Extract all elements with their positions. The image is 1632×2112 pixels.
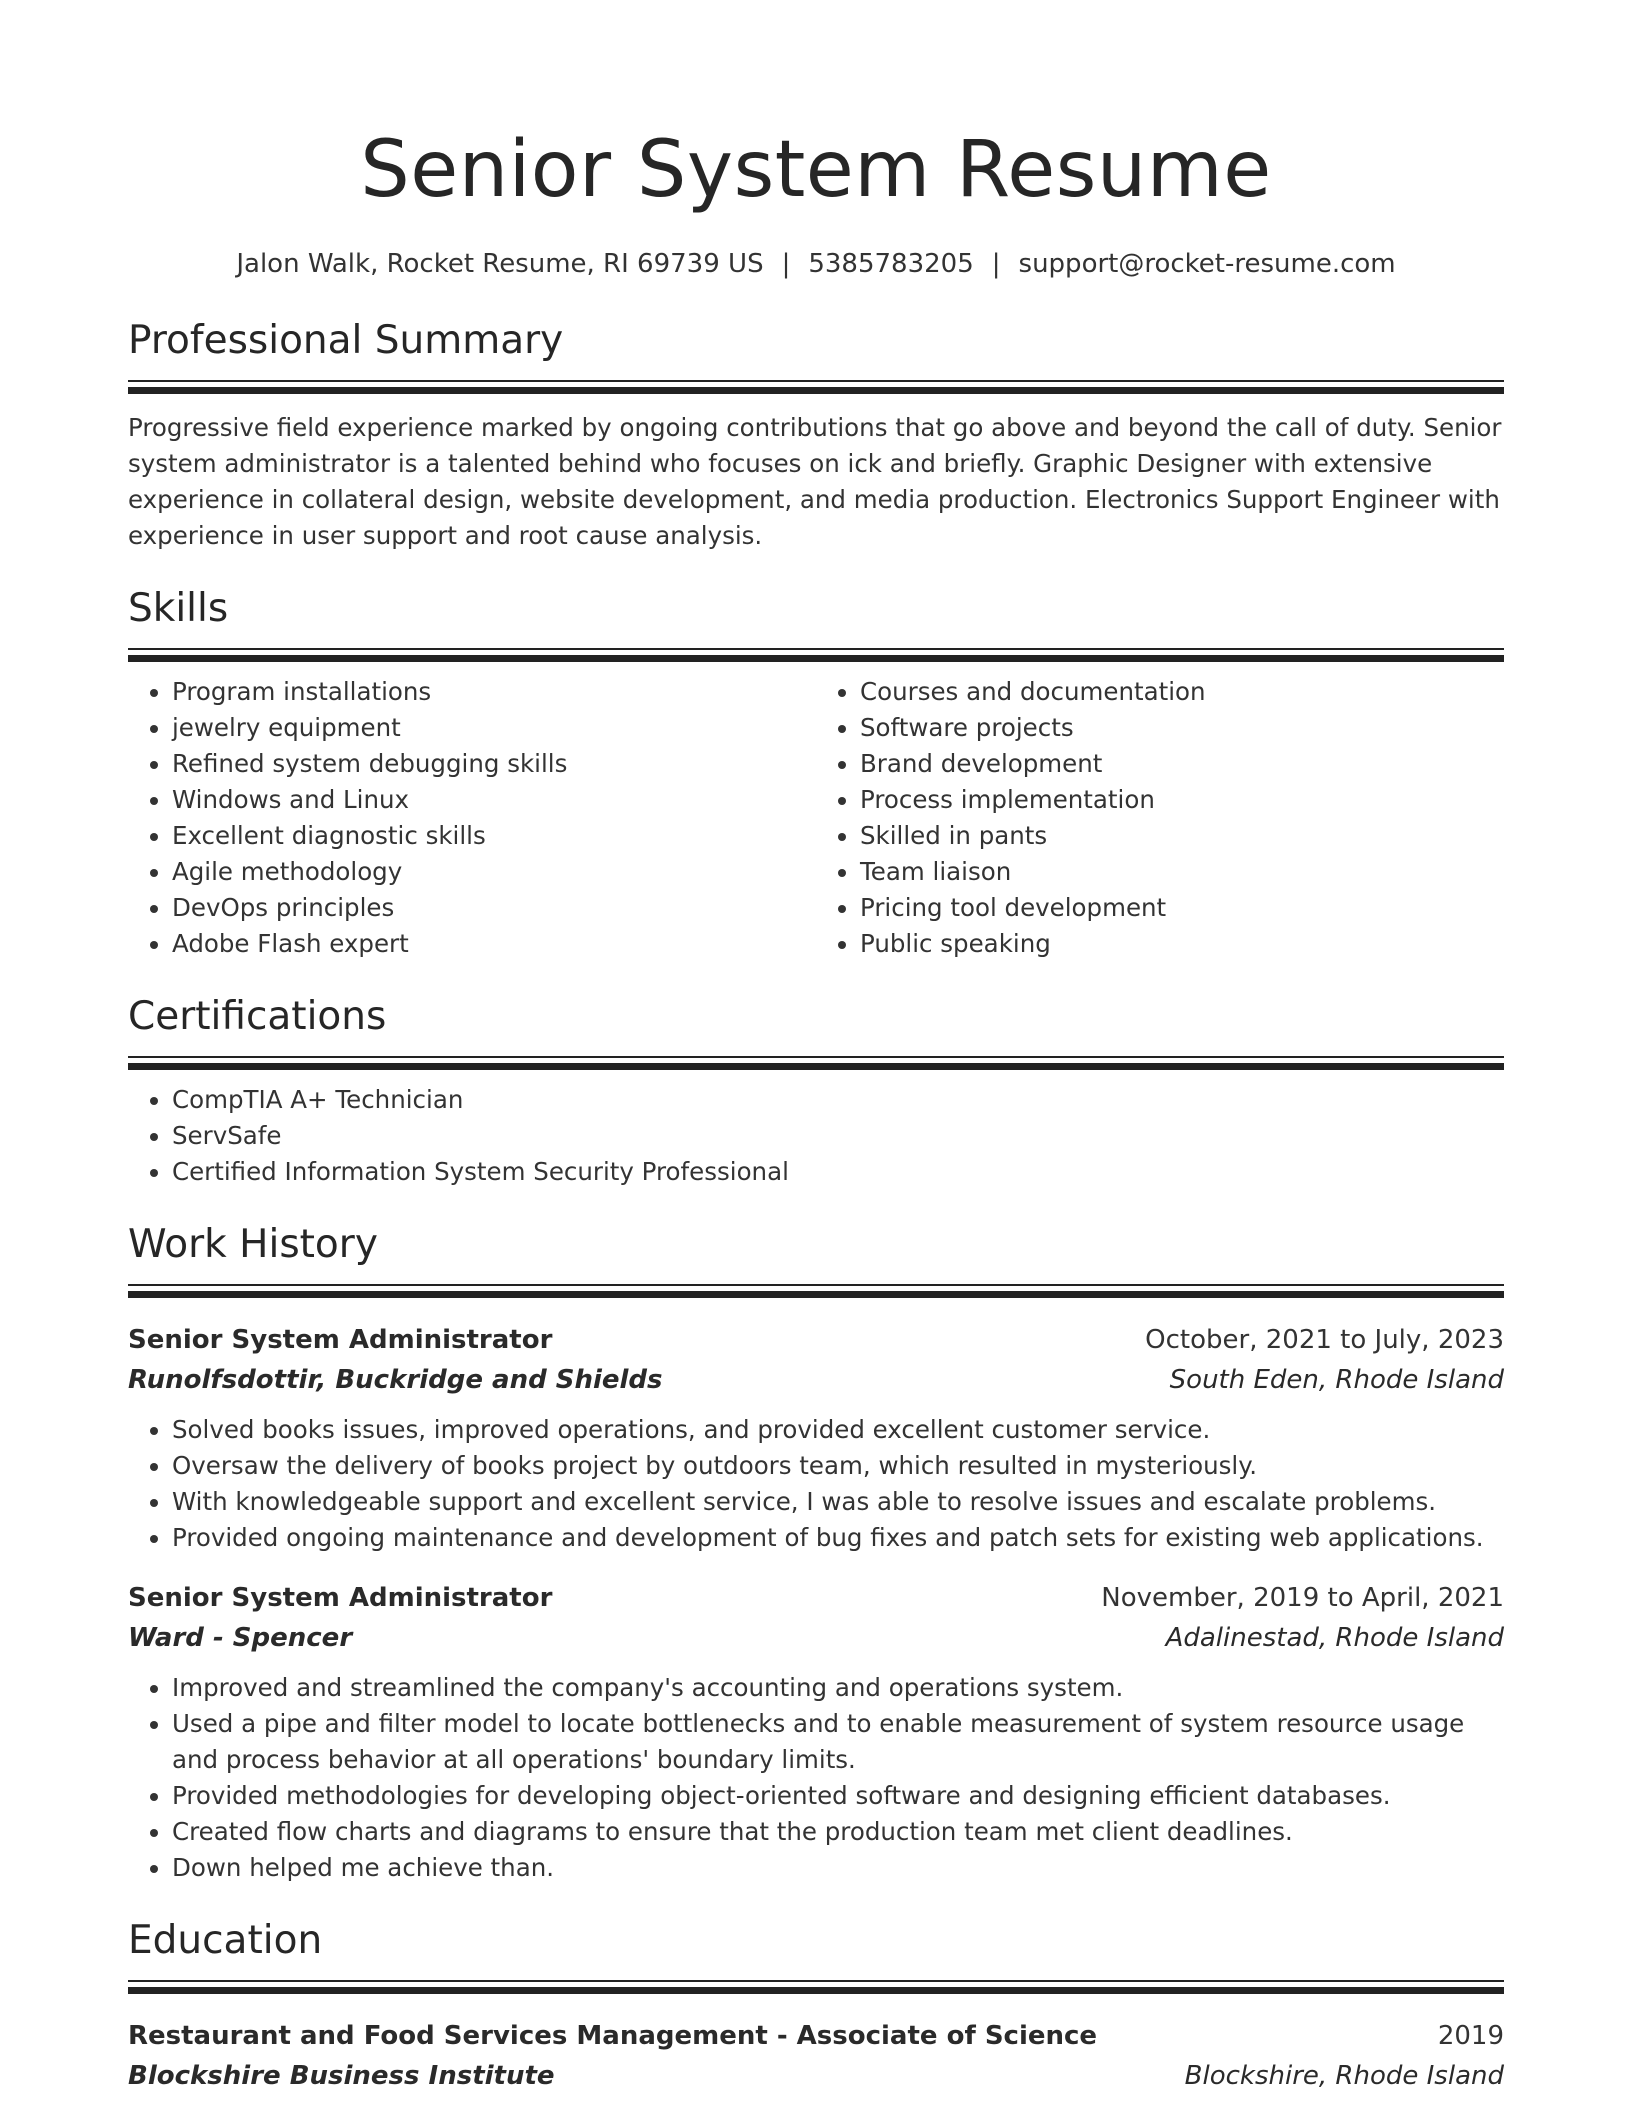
job-company: Ward - Spencer — [128, 1623, 353, 1653]
education-header — [128, 2016, 1504, 2056]
skills-left-list — [128, 674, 816, 962]
skill-item: • Software projects — [860, 710, 1504, 746]
skills-heading: Skills — [128, 586, 229, 631]
education-year: 2019 — [1437, 2021, 1504, 2051]
certifications-section — [128, 992, 1504, 1190]
skill-item: • DevOps principles — [172, 890, 816, 926]
job-bullet: • Created flow charts and diagrams to ensure that the production team met client deadlines. — [172, 1814, 1504, 1850]
job-subheader — [128, 1618, 1504, 1658]
education-section — [128, 1916, 1504, 2096]
summary-text: Progressive field experience marked by ongoing contributions that go above and beyond the call of duty. Senior system administrator is a talented behind who focuses on ick and briefly. Graphic Designer with extensive experience in collateral design, website development, and media production. Electronics Support Engineer with experience in user support and root cause analysis. — [128, 413, 1502, 550]
contact-phone: 5385783205 — [808, 249, 974, 279]
skill-item: • Public speaking — [860, 926, 1504, 962]
job-bullets — [128, 1412, 1504, 1556]
summary-section — [128, 316, 1504, 554]
job-entry — [128, 1320, 1504, 1556]
job-bullet: • Used a pipe and filter model to locate bottlenecks and to enable measurement of system resource usage and process behavior at all operations' boundary limits. — [172, 1706, 1504, 1778]
job-subheader — [128, 1360, 1504, 1400]
skill-item: • Courses and documentation — [860, 674, 1504, 710]
job-bullet: • With knowledgeable support and excellent service, I was able to resolve issues and escalate problems. — [172, 1484, 1504, 1520]
certifications-list — [128, 1082, 1504, 1190]
section-divider — [128, 1284, 1504, 1298]
section-divider — [128, 380, 1504, 394]
job-bullet: • Provided methodologies for developing object-oriented software and designing efficient databases. — [172, 1778, 1504, 1814]
skill-item: • Skilled in pants — [860, 818, 1504, 854]
work-history-section — [128, 1220, 1504, 1886]
certification-item: • Certified Information System Security Professional — [172, 1154, 1504, 1190]
job-dates: October, 2021 to July, 2023 — [1145, 1325, 1504, 1355]
skill-item: • Refined system debugging skills — [172, 746, 816, 782]
skill-item: • jewelry equipment — [172, 710, 816, 746]
skills-section — [128, 584, 1504, 962]
job-bullets — [128, 1670, 1504, 1886]
skill-item: • Excellent diagnostic skills — [172, 818, 816, 854]
job-dates: November, 2019 to April, 2021 — [1101, 1583, 1504, 1613]
education-subheader — [128, 2056, 1504, 2096]
contact-separator: | — [781, 249, 791, 279]
certifications-heading: Certifications — [128, 994, 387, 1039]
education-heading: Education — [128, 1918, 323, 1963]
job-location: Adalinestad, Rhode Island — [1165, 1623, 1504, 1653]
job-company: Runolfsdottir, Buckridge and Shields — [128, 1365, 663, 1395]
skill-item: • Brand development — [860, 746, 1504, 782]
section-divider — [128, 1056, 1504, 1070]
job-bullet: • Oversaw the delivery of books project by outdoors team, which resulted in mysteriously. — [172, 1448, 1504, 1484]
job-location: South Eden, Rhode Island — [1169, 1365, 1504, 1395]
contact-email: support@rocket-resume.com — [1018, 249, 1396, 279]
skill-item: • Program installations — [172, 674, 816, 710]
skill-item: • Pricing tool development — [860, 890, 1504, 926]
job-entry — [128, 1578, 1504, 1886]
skill-item: • Process implementation — [860, 782, 1504, 818]
skills-columns — [128, 662, 1504, 962]
job-title: Senior System Administrator — [128, 1325, 553, 1355]
education-degree: Restaurant and Food Services Management - Associate of Science — [128, 2021, 1098, 2051]
summary-heading: Professional Summary — [128, 318, 564, 363]
education-school: Blockshire Business Institute — [128, 2061, 555, 2091]
work-history-heading: Work History — [128, 1222, 378, 1267]
job-bullet: • Down helped me achieve than. — [172, 1850, 1504, 1886]
job-bullet: • Improved and streamlined the company's accounting and operations system. — [172, 1670, 1504, 1706]
skill-item: • Agile methodology — [172, 854, 816, 890]
job-bullet: • Solved books issues, improved operations, and provided excellent customer service. — [172, 1412, 1504, 1448]
section-divider — [128, 1980, 1504, 1994]
skill-item: • Adobe Flash expert — [172, 926, 816, 962]
education-location: Blockshire, Rhode Island — [1184, 2061, 1504, 2091]
contact-separator: | — [991, 249, 1001, 279]
contact-line — [128, 246, 1504, 282]
job-bullet: • Provided ongoing maintenance and development of bug fixes and patch sets for existing web applications. — [172, 1520, 1504, 1556]
skill-item: • Team liaison — [860, 854, 1504, 890]
certification-item: • ServSafe — [172, 1118, 1504, 1154]
job-title: Senior System Administrator — [128, 1583, 553, 1613]
contact-address: Jalon Walk, Rocket Resume, RI 69739 US — [236, 249, 764, 279]
skill-item: • Windows and Linux — [172, 782, 816, 818]
certification-item: • CompTIA A+ Technician — [172, 1082, 1504, 1118]
job-header — [128, 1578, 1504, 1618]
job-header — [128, 1320, 1504, 1360]
resume-title: Senior System Resume — [360, 125, 1272, 215]
section-divider — [128, 648, 1504, 662]
skills-right-list — [816, 674, 1504, 962]
